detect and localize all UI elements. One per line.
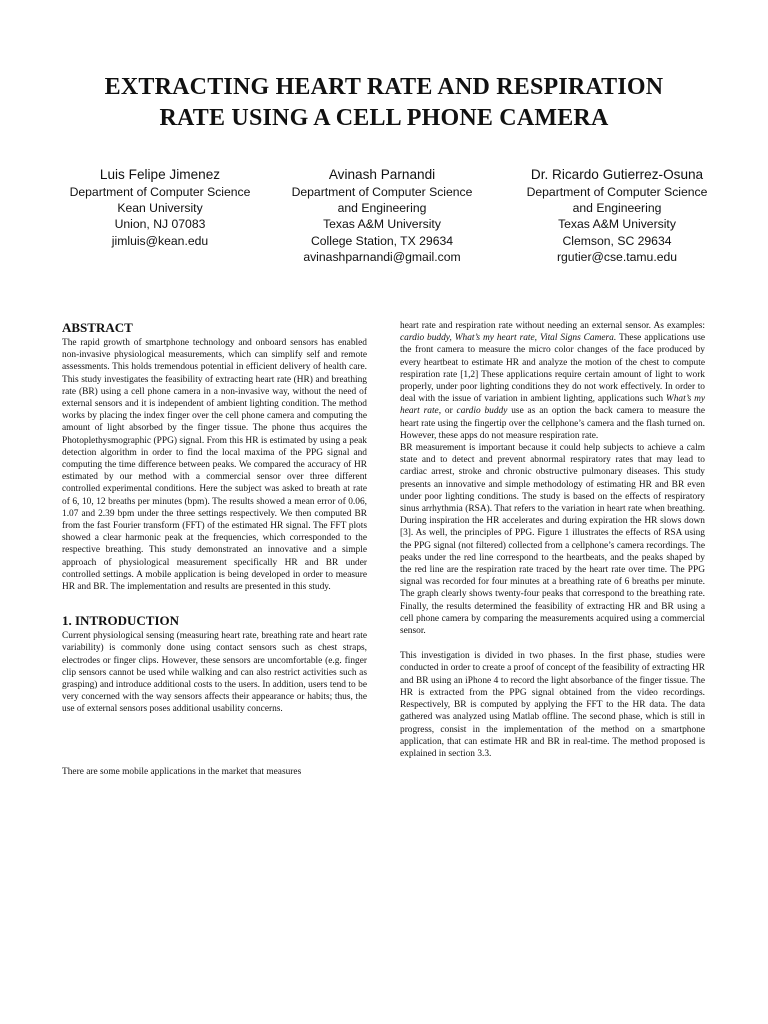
author-affiliation: Kean University	[117, 201, 203, 216]
left-column	[62, 320, 367, 778]
app-names: cardio buddy, What’s my heart rate, Vital Signs Camera.	[400, 333, 617, 344]
right-paragraph-1	[400, 320, 705, 442]
title-line-1: EXTRACTING HEART RATE AND RESPIRATION	[104, 74, 664, 100]
introduction-heading: 1. INTRODUCTION	[62, 613, 180, 629]
app-name: What’s my heart rate	[400, 394, 706, 417]
author-affiliation: Texas A&M University	[558, 217, 676, 232]
author-address: Union, NJ 07083	[114, 217, 206, 232]
author-email: avinashparnandi@gmail.com	[303, 249, 461, 264]
paragraph-text: heart rate and respiration rate without needing an external sensor. As examples:	[400, 321, 705, 331]
author-affiliation: Department of Computer Science	[69, 185, 251, 199]
author-address: Clemson, SC 29634	[562, 233, 672, 248]
author-name: Dr. Ricardo Gutierrez-Osuna	[530, 167, 704, 182]
abstract-heading: ABSTRACT	[62, 320, 133, 335]
app-name: cardio buddy	[456, 406, 508, 417]
paragraph-text: These applications use the front camera to measure the micro color changes of the face produced by every heartbeat to estimate HR and analyze the motion of the chest to compute respiration rate [1,2] These applications require certain amount of light to work properly, under poor lighting conditions they do not work effectively. In order to deal with the issue of variation in ambient lighting, applications such	[400, 333, 705, 405]
author-name: Luis Felipe Jimenez	[99, 167, 221, 182]
paper-title	[40, 72, 728, 134]
introduction-paragraph-1: Current physiological sensing (measuring heart rate, breathing rate and heart rate variability) is commonly done using contact sensors such as chest straps, electrodes or finger clips. However, these sensors are uncomfortable (e.g. finger clip sensors cannot be used while walking and can also restrict activities such as grasping) and introduce additional costs to the users. In addition, users tend to be very concerned with the way sensors affects their appearance or habits; thus, the use of external sensors poses additional usability concerns.	[62, 631, 367, 715]
author-affiliation: and Engineering	[337, 201, 427, 216]
right-paragraph-2: BR measurement is important because it could help subjects to achieve a calm state and to detect and prevent abnormal respiratory rates that may lead to cardiac arrest, stroke and chronic obstructive pulmonary diseases. This study presents an innovative and simple methodology of estimating HR and BR even under poor lighting conditions. The study is based on the effects of respiratory sinus arrhythmia (RSA). That refers to the variation in heart rate when breathing. During inspiration the HR accelerates and during expiration the HR slows down [3]. As well, the principles of PPG. Figure 1 illustrates the effects of RSA using the PPG signal (not filtered) collected from a cellphone’s camera recordings. The peaks under the red line correspond to the heartbeats, and the peaks shaped by the red line are the respiration rate traced by the heart rate over time. The PPG signal was recorded for four minutes at a breathing rate of 6 breaths per minute. The graph clearly shows twenty-four peaks that correspond to the breathing rate. Finally, the results determined the feasibility of extracting HR and BR using a cell phone camera by comparing the measurements acquired using a commercial sensor.	[400, 443, 705, 637]
author-block-1	[45, 165, 275, 249]
author-affiliation: Department of Computer Science	[526, 185, 708, 199]
introduction-paragraph-2: There are some mobile applications in the market that measures	[62, 766, 302, 777]
author-address: College Station, TX 29634	[310, 233, 454, 248]
author-affiliation: and Engineering	[572, 201, 662, 216]
author-name: Avinash Parnandi	[328, 167, 436, 182]
author-affiliation: Department of Computer Science	[291, 185, 473, 199]
paragraph-text: , or	[438, 406, 457, 417]
author-email: jimluis@kean.edu	[111, 233, 209, 248]
right-paragraph-3: This investigation is divided in two phases. In the first phase, studies were conducted in order to create a proof of concept of the feasibility of extracting HR and BR using an iPhone 4 to record the light absorbance of the finger tissue. The HR is extracted from the PPG signal obtained from the video recordings. Respectively, BR is computed by applying the FFT to the HR data. The data gathered was analyzed using Matlab offline. The second phase, which is still in progress, consist in the implementation of the method on a smartphone application, that can estimate HR and BR in real-time. The method proposed is explained in section 3.3.	[400, 651, 705, 759]
author-email: rgutier@cse.tamu.edu	[556, 249, 678, 264]
author-block-2	[267, 165, 497, 265]
author-block-3	[502, 165, 732, 265]
title-line-2: RATE USING A CELL PHONE CAMERA	[159, 105, 609, 131]
abstract-text: The rapid growth of smartphone technology and onboard sensors has enabled non-invasive physiological measurements, which can simplify self and remote assessments. This holds tremendous potential in efficient delivery of health care. This study investigates the feasibility of extracting heart rate (HR) and breathing rate (BR) using a cell phone camera in a non-invasive way, without the need of external sensors and it is independent of ambient lighting condition. The method works by placing the index finger over the cell phone camera and computing the amount of light absorbed by the finger tissue. The phone thus acquires the Photoplethysmographic (PPG) signal. From this HR is estimated by using a peak detection algorithm in order to find the local maxima of the PPG signal and computing the time difference between peaks. We compared the accuracy of HR estimated by our method with a commercial sensor over three different controlled experimental conditions. Here the subject was asked to breath at rate of 6, 10, 12 breaths per minutes (bpm). The results showed a mean error of 0.06, 1.07 and 2.39 bpm under the three settings respectively. We then computed BR from the fast Fourier transform (FFT) of the estimated HR signal. The FFT plots showed a clear harmonic peak at the frequencies, which corresponded to the respective breathing. This study demonstrated an innovative and a simple approach of physiological measurement specifically HR and BR under controlled settings. A mobile application is being developed in order to measure HR and BR. The implementation and results are presented in this study.	[62, 338, 367, 593]
paragraph-text: use as an option the back camera to measure the heart rate using the fingertip over the cellphone’s camera and the flash turned on. However, these apps do not measure respiration rate.	[400, 406, 705, 441]
right-column	[400, 320, 705, 760]
author-affiliation: Texas A&M University	[323, 217, 441, 232]
